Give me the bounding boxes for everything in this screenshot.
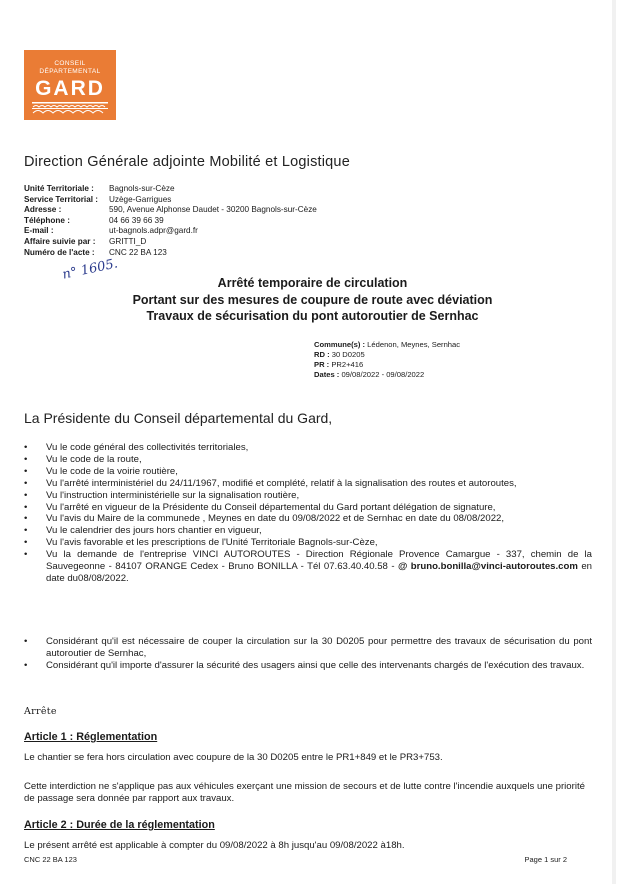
meta-key: Commune(s) : — [314, 340, 366, 349]
info-key: Service Territorial : — [24, 194, 99, 204]
list-item: • Vu le calendrier des jours hors chantier en vigueur, — [24, 525, 592, 537]
arrete-heading: Arrête — [24, 706, 57, 717]
article2-title: Article 2 : Durée de la réglementation — [24, 819, 215, 831]
decree-titles — [0, 275, 625, 325]
info-value: 590, Avenue Alphonse Daudet - 30200 Bagnols-sur-Cèze — [109, 205, 317, 215]
article2-para1: Le présent arrêté est applicable à compter du 09/08/2022 à 8h jusqu'au 09/08/2022 à18h. — [24, 840, 405, 851]
meta-value: 09/08/2022 - 09/08/2022 — [341, 370, 425, 379]
info-value: CNC 22 BA 123 — [109, 247, 167, 257]
meta-key: RD : — [314, 350, 330, 359]
info-value: GRITTI_D — [109, 236, 147, 246]
info-value: Uzège-Garrigues — [109, 194, 172, 204]
vu-last-date: en date du08/08/2022. — [46, 561, 592, 584]
logo-line1: CONSEIL — [54, 60, 86, 67]
email-link[interactable]: @ bruno.bonilla@vinci-autoroutes.com — [397, 561, 578, 573]
decree-title-line: Arrêté temporaire de circulation — [217, 276, 408, 290]
meta-row — [314, 340, 460, 350]
list-item: • Vu l'avis favorable et les prescriptions de l'Unité Territoriale Bagnols-sur-Cèze, — [24, 537, 592, 549]
list-item: • Vu l'instruction interministérielle sur la signalisation routière, — [24, 490, 592, 502]
list-item: • Considérant qu'il importe d'assurer la sécurité des usagers ainsi que celle des intervenants chargés de l'exécution des travaux. — [24, 660, 592, 672]
decree-meta — [314, 340, 460, 380]
list-item: • Vu l'arrêté en vigueur de la Présidente du Conseil départemental du Gard portant délégation de signature, — [24, 502, 592, 514]
logo-name: GARD — [35, 77, 105, 100]
pont-du-gard-icon — [32, 102, 108, 114]
info-row — [24, 184, 317, 195]
list-item — [24, 549, 592, 585]
gard-logo — [24, 50, 116, 120]
info-key: Téléphone : — [24, 215, 70, 225]
meta-row — [314, 350, 460, 360]
list-item: • Vu le code de la voirie routière, — [24, 466, 592, 478]
article1-para1: Le chantier se fera hors circulation avec coupure de la 30 D0205 entre le PR1+849 et le PR3+753. — [24, 752, 443, 763]
decree-title-line: Portant sur des mesures de coupure de route avec déviation — [132, 292, 493, 307]
handwritten-number: n° 1605. — [61, 256, 120, 283]
page-edge — [612, 0, 616, 884]
logo-line2: DÉPARTEMENTAL — [39, 68, 101, 75]
info-value: Bagnols-sur-Cèze — [109, 184, 175, 193]
info-key: Unité Territoriale : — [24, 184, 94, 193]
meta-row — [314, 370, 460, 380]
meta-key: Dates : — [314, 370, 340, 379]
info-value: ut-bagnols.adpr@gard.fr — [109, 226, 198, 236]
info-key: Adresse : — [24, 205, 62, 215]
info-row — [24, 216, 317, 227]
info-row — [24, 226, 317, 237]
meta-row — [314, 360, 460, 370]
info-key: Numéro de l'acte : — [24, 247, 95, 257]
considerant-list — [24, 636, 592, 672]
list-item: • Vu le code de la route, — [24, 454, 592, 466]
meta-value: PR2+416 — [331, 360, 364, 369]
info-row — [24, 237, 317, 248]
info-block — [24, 184, 317, 258]
info-row — [24, 248, 317, 259]
direction-title: Direction Générale adjointe Mobilité et Logistique — [24, 154, 350, 170]
info-key: Affaire suivie par : — [24, 236, 96, 246]
footer-reference: CNC 22 BA 123 — [24, 855, 77, 864]
info-row — [24, 205, 317, 216]
president-heading: La Présidente du Conseil départemental du Gard, — [24, 410, 333, 426]
vu-list — [24, 442, 592, 585]
article1-title: Article 1 : Réglementation — [24, 731, 158, 743]
list-item: • Vu l'avis du Maire de la communede , Meynes en date du 09/08/2022 et de Sernhac en date du 08/08/2022, — [24, 513, 592, 525]
meta-key: PR : — [314, 360, 330, 369]
list-item: • Considérant qu'il est nécessaire de couper la circulation sur la 30 D0205 pour permettre des travaux de sécurisation du pont autoroutier de Sernhac, — [24, 636, 592, 660]
info-value: 04 66 39 66 39 — [109, 215, 164, 225]
meta-value: 30 D0205 — [331, 350, 365, 359]
footer-page-number: Page 1 sur 2 — [524, 855, 567, 864]
list-item: • Vu le code général des collectivités territoriales, — [24, 442, 592, 454]
info-key: E-mail : — [24, 226, 54, 236]
meta-value: Lédenon, Meynes, Sernhac — [367, 340, 461, 349]
info-row — [24, 195, 317, 206]
list-item: • Vu l'arrêté interministériel du 24/11/1967, modifié et complété, relatif à la signalisation des routes et autoroutes, — [24, 478, 592, 490]
decree-title-line: Travaux de sécurisation du pont autoroutier de Sernhac — [146, 309, 479, 323]
article1-para2: Cette interdiction ne s'applique pas aux véhicules exerçant une mission de secours et de lutte contre l'incendie auxquels une priorité de passage sera donnée par rapport aux travaux. — [24, 781, 585, 804]
vu-last-text: Vu la demande de l'entreprise VINCI AUTOROUTES - Direction Régionale Provence Camargue - 337, chemin de la Sauvegeonne - 84107 ORANGE Cedex - Bruno BONILLA - Tél 07.63.40.40.58 - — [46, 549, 592, 573]
